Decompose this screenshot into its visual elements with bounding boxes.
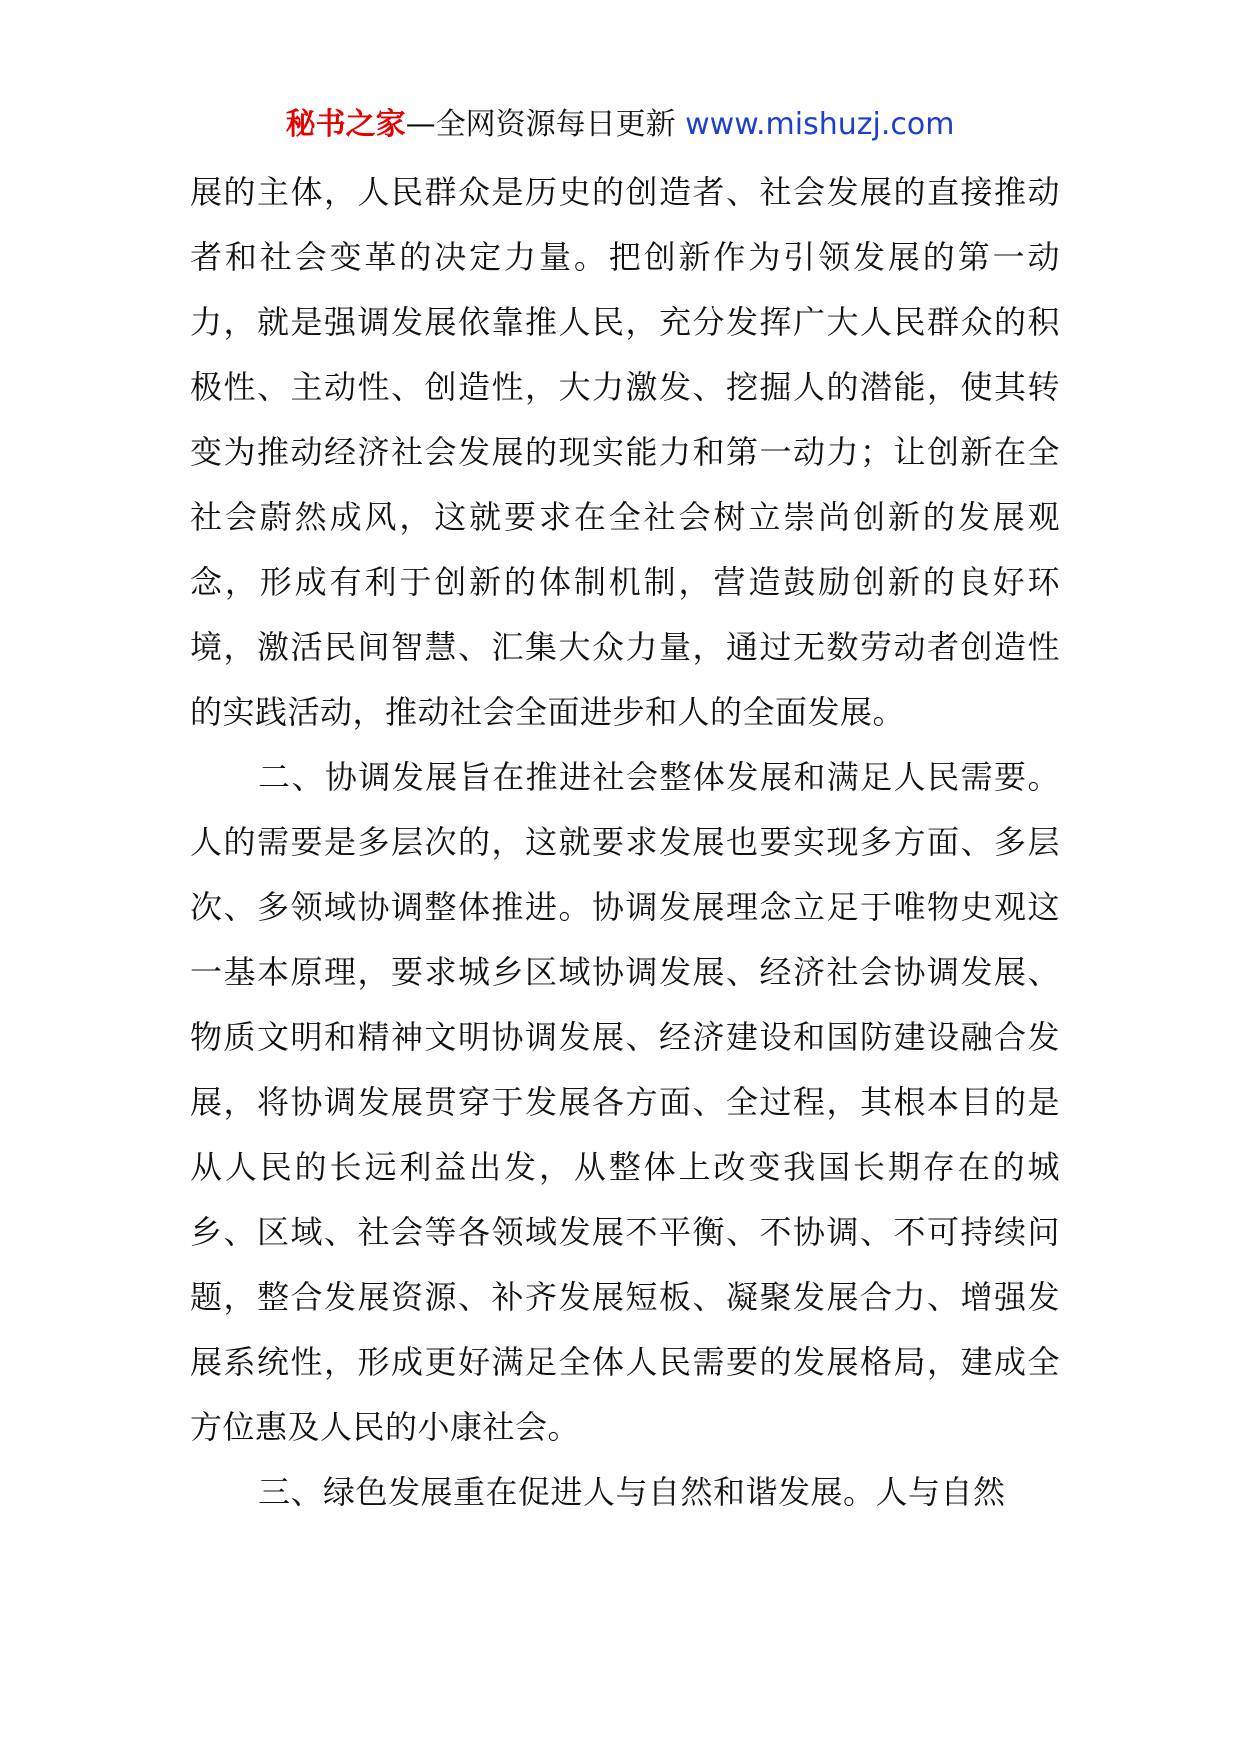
document-body (190, 160, 1060, 1525)
paragraph-green-development: 三、绿色发展重在促进人与自然和谐发展。人与自然 (258, 1473, 1006, 1511)
page-header (0, 104, 1240, 146)
header-brand: 秘书之家 (285, 107, 406, 142)
paragraph-continuation: 展的主体，人民群众是历史的创造者、社会发展的直接推动者和社会变革的决定力量。把创新作为引领发展的第一动力，就是强调发展依靠推人民，充分发挥广大人民群众的积极性、主动性、创造性，大力激发、挖掘人的潜能，使其转变为推动经济社会发展的现实能力和第一动力；让创新在全社会蔚然成风，这就要求在全社会树立崇尚创新的发展观念，形成有利于创新的体制机制，营造鼓励创新的良好环境，激活民间智慧、汇集大众力量，通过无数劳动者创造性的实践活动，推动社会全面进步和人的全面发展。 (190, 173, 1060, 731)
header-url[interactable]: www.mishuzj.com (685, 107, 955, 142)
paragraph-coordinated-development: 二、协调发展旨在推进社会整体发展和满足人民需要。人的需要是多层次的，这就要求发展也要实现多方面、多层次、多领域协调整体推进。协调发展理念立足于唯物史观这一基本原理，要求城乡区域协调发展、经济社会协调发展、物质文明和精神文明协调发展、经济建设和国防建设融合发展，将协调发展贯穿于发展各方面、全过程，其根本目的是从人民的长远利益出发，从整体上改变我国长期存在的城乡、区域、社会等各领域发展不平衡、不协调、不可持续问题，整合发展资源、补齐发展短板、凝聚发展合力、增强发展系统性，形成更好满足全体人民需要的发展格局，建成全方位惠及人民的小康社会。 (190, 758, 1060, 1446)
header-tagline: —全网资源每日更新 (405, 107, 686, 142)
